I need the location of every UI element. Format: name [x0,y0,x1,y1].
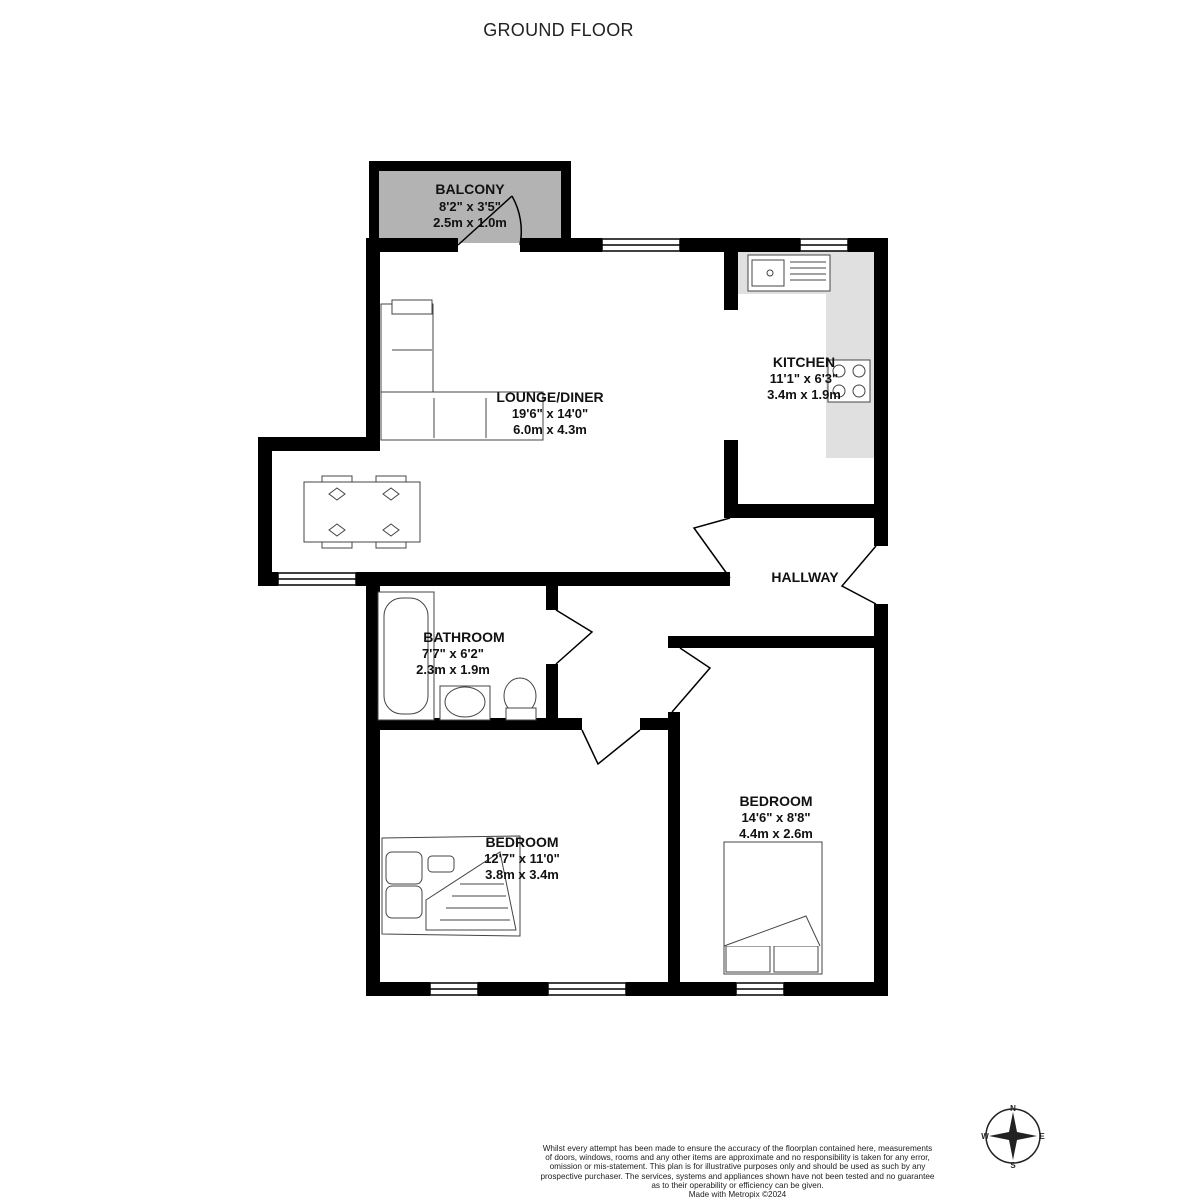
toilet [504,678,536,720]
bed-bedroom-2 [724,842,822,974]
disclaimer [530,1144,945,1199]
disclaimer-line: as to their operability or efficiency can be given. [651,1180,824,1190]
room-dimensions-imperial: 11'1" x 6'3" [769,371,839,386]
compass-south: S [1010,1161,1016,1170]
disclaimer-line: omission or mis-statement. This plan is for illustrative purposes only and should be used as such by any [549,1162,926,1172]
room-name: BEDROOM [485,834,559,850]
room-name: LOUNGE/DINER [496,389,604,405]
compass-east: E [1039,1132,1045,1141]
label-bathroom [416,629,505,677]
room-dimensions-imperial: 12'7" x 11'0" [484,851,560,866]
disclaimer-line: of doors, windows, rooms and any other items are approximate and no responsibility is taken for any error, [545,1153,930,1163]
compass-north: N [1010,1104,1016,1113]
room-name: HALLWAY [771,569,839,585]
disclaimer-credit: Made with Metropix ©2024 [688,1190,787,1200]
room-dimensions-metric: 2.5m x 1.0m [433,215,507,230]
label-lounge [496,389,603,437]
room-dimensions-imperial: 19'6" x 14'0" [511,406,589,421]
room-name: KITCHEN [772,354,836,370]
label-balcony [433,181,507,230]
room-dimensions-imperial: 14'6" x 8'8" [741,810,811,825]
room-dimensions-metric: 2.3m x 1.9m [416,662,490,677]
room-dimensions-metric: 4.4m x 2.6m [739,826,813,841]
room-dimensions-imperial: 7'7" x 6'2" [422,646,484,661]
room-dimensions-metric: 3.4m x 1.9m [767,387,841,402]
floor-title: GROUND FLOOR [483,20,634,40]
disclaimer-line: prospective purchaser. The services, systems and appliances shown have not been tested and no guarantee [540,1171,935,1181]
dining-table [304,476,420,548]
compass-rose [981,1104,1045,1170]
label-bedroom-1 [484,834,560,882]
label-kitchen [767,354,841,402]
compass-west: W [981,1132,989,1141]
room-name: BEDROOM [739,793,813,809]
kitchen-sink [748,255,830,291]
room-dimensions-metric: 3.8m x 3.4m [485,867,559,882]
room-name: BATHROOM [423,629,505,645]
disclaimer-line: Whilst every attempt has been made to ensure the accuracy of the floorplan contained here, measurements [542,1144,933,1153]
basin [440,686,490,720]
label-bedroom-2 [739,793,813,841]
room-dimensions-metric: 6.0m x 4.3m [513,422,587,437]
room-dimensions-imperial: 8'2" x 3'5" [439,199,501,214]
label-hallway [771,569,839,585]
room-name: BALCONY [435,181,505,197]
